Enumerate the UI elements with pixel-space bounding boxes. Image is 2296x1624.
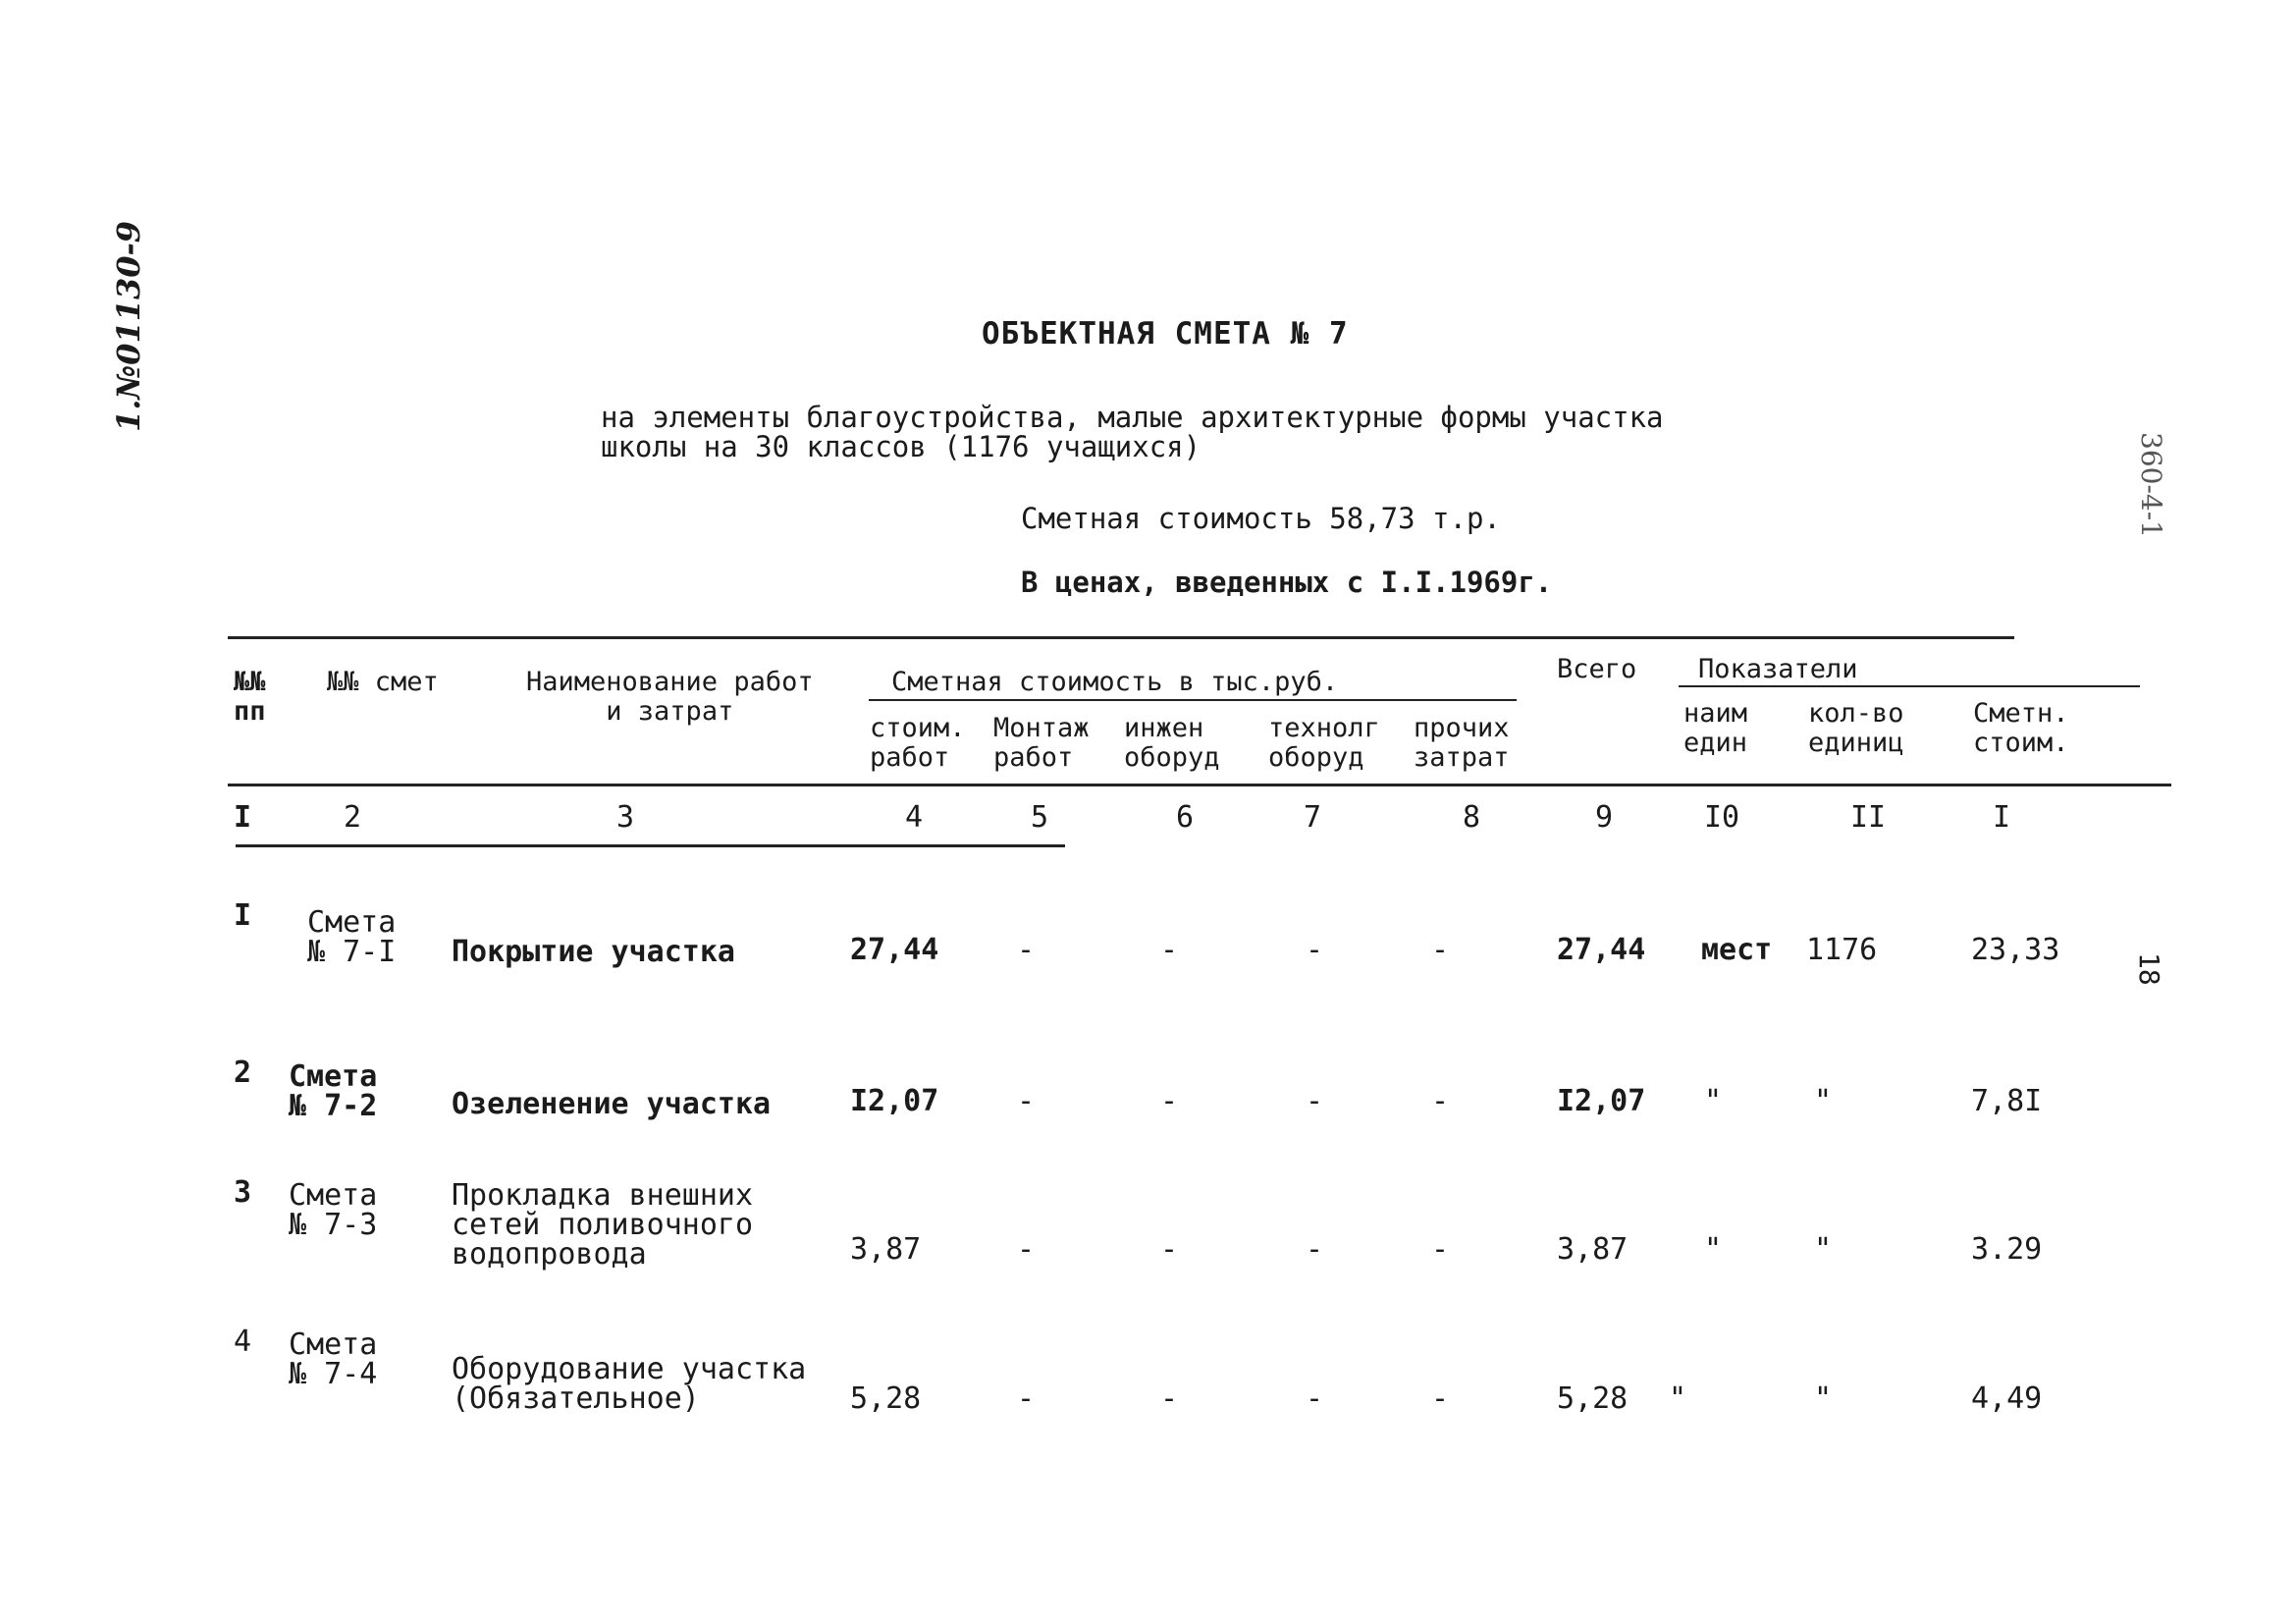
header-installation: Монтаж работ [993, 713, 1090, 773]
other-cost: - [1431, 1232, 1450, 1267]
header-unit-cost: Сметн. стоим. [1973, 698, 2069, 758]
technological-equipment-cost: - [1306, 1232, 1324, 1267]
work-name: Покрытие участка [452, 935, 735, 969]
work-name: Прокладка внешних сетей поливочного водопровода [452, 1178, 754, 1272]
header-unit-name: наим един [1683, 698, 1748, 758]
indicators-group-underline [1679, 685, 2140, 687]
estimate-ref: Смета № 7-3 [289, 1178, 378, 1242]
column-number: II [1850, 800, 1887, 835]
estimated-cost: Сметная стоимость 58,73 т.р. [1021, 502, 1501, 535]
column-number: 6 [1176, 800, 1195, 835]
header-technological-equipment: технолг оборуд [1268, 713, 1380, 773]
header-other-costs: прочих затрат [1414, 713, 1510, 773]
unit-cost: 4,49 [1971, 1381, 2043, 1416]
column-number: I [1993, 800, 2011, 835]
total-cost: I2,07 [1557, 1084, 1646, 1118]
unit-name: мест [1701, 933, 1773, 967]
column-number: 2 [344, 800, 362, 835]
unit-cost: 23,33 [1971, 933, 2060, 967]
estimate-ref: Смета № 7-4 [289, 1327, 378, 1391]
installation-cost: - [1017, 1381, 1036, 1416]
estimate-ref: Смета № 7-2 [289, 1059, 378, 1123]
other-cost: - [1431, 933, 1450, 967]
total-cost: 3,87 [1557, 1232, 1629, 1267]
header-unit-count: кол-во единиц [1808, 698, 1904, 758]
price-basis: В ценах, введенных с I.I.1969г. [1021, 566, 1553, 599]
header-engineering-equipment: инжен оборуд [1124, 713, 1220, 773]
column-number: 9 [1595, 800, 1614, 835]
total-cost: 27,44 [1557, 933, 1646, 967]
row-number: 2 [234, 1056, 252, 1090]
column-number: I0 [1704, 800, 1740, 835]
unit-count: " [1814, 1232, 1833, 1267]
engineering-equipment-cost: - [1160, 1084, 1179, 1118]
unit-cost: 3.29 [1971, 1232, 2043, 1267]
column-number: 3 [616, 800, 635, 835]
technological-equipment-cost: - [1306, 933, 1324, 967]
installation-cost: - [1017, 933, 1036, 967]
row-number: I [234, 898, 252, 933]
installation-cost: - [1017, 1232, 1036, 1267]
work-name: Оборудование участка (Обязательное) [452, 1352, 807, 1416]
engineering-equipment-cost: - [1160, 1381, 1179, 1416]
document-title: ОБЪЕКТНАЯ СМЕТА № 7 [982, 316, 1349, 352]
row-number: 4 [234, 1325, 252, 1359]
unit-name: " [1669, 1381, 1687, 1416]
subtitle-line-1: на элементы благоустройства, малые архитектурные формы участка [601, 401, 1664, 434]
column-number: 7 [1304, 800, 1322, 835]
work-name: Озеленение участка [452, 1087, 772, 1121]
work-cost: I2,07 [850, 1084, 939, 1118]
table-header-bottom-rule [228, 784, 2171, 786]
unit-count: " [1814, 1084, 1833, 1118]
header-indicators-group: Показатели [1698, 654, 1858, 684]
work-cost: 3,87 [850, 1232, 922, 1267]
unit-cost: 7,8I [1971, 1084, 2043, 1118]
page-number: 18 [2133, 952, 2165, 986]
other-cost: - [1431, 1084, 1450, 1118]
engineering-equipment-cost: - [1160, 1232, 1179, 1267]
column-number: I [234, 800, 252, 835]
header-estimate-number: №№ смет [327, 667, 439, 697]
series-number-note: 360-4-1 [2135, 432, 2167, 538]
header-work-cost: стоим. работ [870, 713, 966, 773]
unit-count: 1176 [1806, 933, 1878, 967]
estimate-ref: Смета № 7-I [307, 905, 397, 969]
header-work-name: Наименование работ и затрат [526, 667, 814, 727]
archive-number-note: 1.№01130-9 [110, 220, 147, 432]
column-number: 8 [1463, 800, 1481, 835]
column-number-rule [236, 844, 1065, 847]
work-cost: 27,44 [850, 933, 939, 967]
unit-name: " [1704, 1232, 1723, 1267]
installation-cost: - [1017, 1084, 1036, 1118]
other-cost: - [1431, 1381, 1450, 1416]
technological-equipment-cost: - [1306, 1084, 1324, 1118]
engineering-equipment-cost: - [1160, 933, 1179, 967]
unit-name: " [1704, 1084, 1723, 1118]
header-total: Всего [1557, 654, 1637, 684]
cost-group-underline [869, 699, 1517, 701]
subtitle-line-2: школы на 30 классов (1176 учащихся) [601, 430, 1201, 463]
row-number: 3 [234, 1175, 252, 1210]
unit-count: " [1814, 1381, 1833, 1416]
column-number: 5 [1031, 800, 1049, 835]
technological-equipment-cost: - [1306, 1381, 1324, 1416]
header-row-number: №№ пп [234, 667, 266, 727]
work-cost: 5,28 [850, 1381, 922, 1416]
total-cost: 5,28 [1557, 1381, 1629, 1416]
column-number: 4 [905, 800, 924, 835]
table-top-rule [228, 636, 2014, 639]
header-cost-group: Сметная стоимость в тыс.руб. [891, 667, 1339, 697]
